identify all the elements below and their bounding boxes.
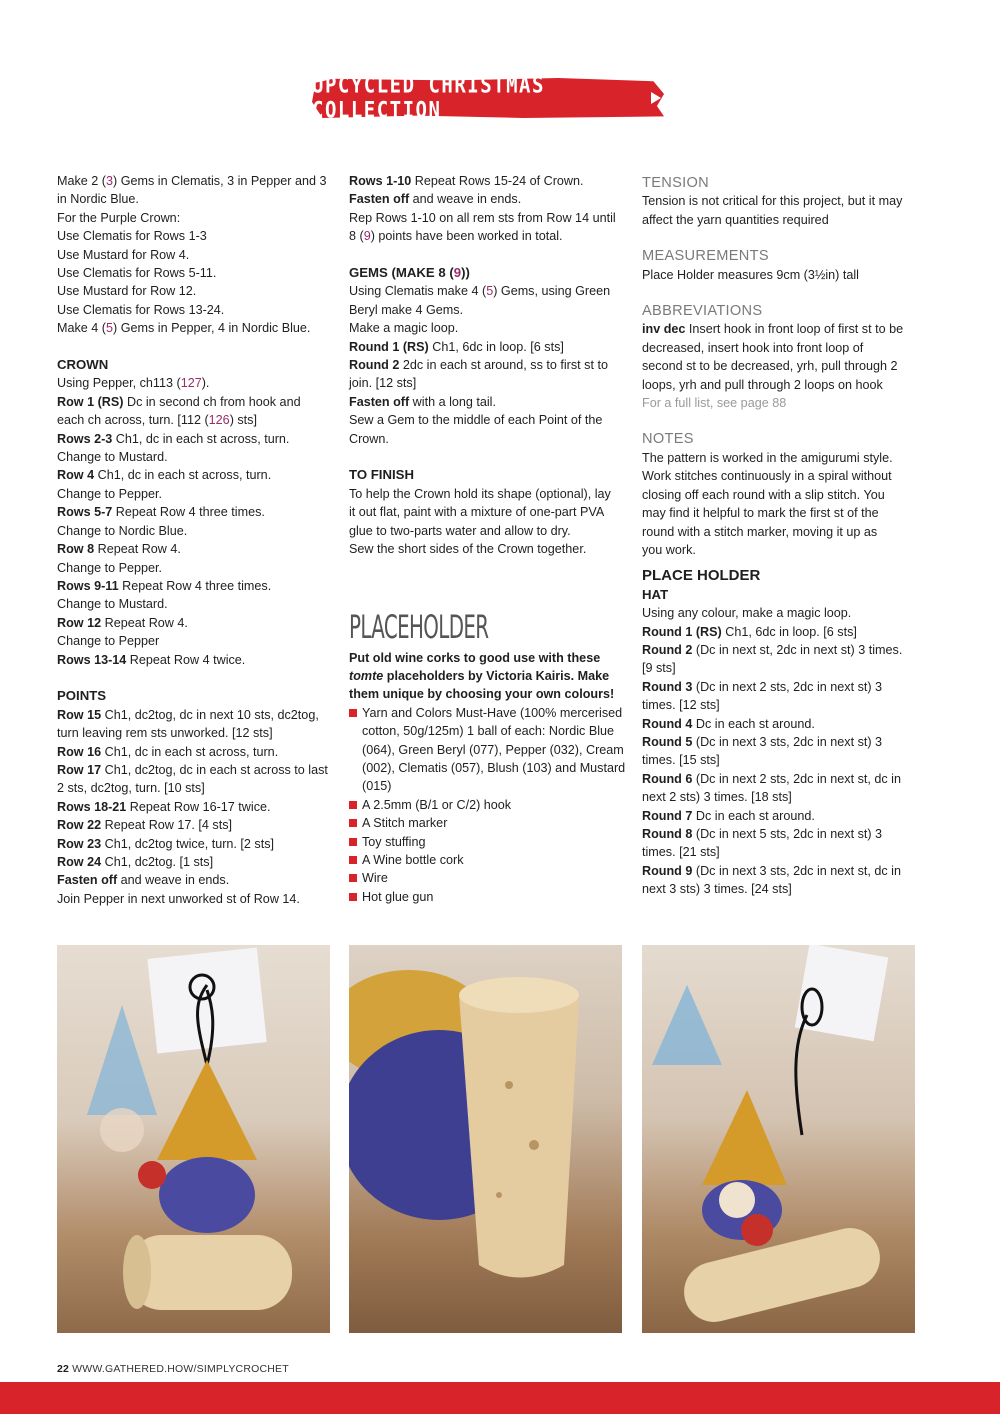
text-line: GEMS (MAKE 8 (9))	[349, 265, 470, 281]
column-crown-instructions	[57, 172, 332, 908]
text-line: Use Mustard for Row 4.	[57, 247, 190, 262]
banner-title: UPCYCLED CHRISTMAS COLLECTION	[312, 72, 545, 124]
bullet-square-icon	[349, 838, 357, 846]
text-line: in Nordic Blue.	[57, 192, 139, 207]
measurements-text: Place Holder measures 9cm (3½in) tall	[642, 267, 859, 282]
materials-item-cont: (064), Green Beryl (077), Pepper (032), Cream	[362, 742, 624, 757]
hat-round-line: Round 7 Dc in each st around.	[642, 808, 815, 823]
footer-url[interactable]: WWW.GATHERED.HOW/SIMPLYCROCHET	[72, 1363, 289, 1375]
materials-item: A 2.5mm (B/1 or C/2) hook	[349, 796, 627, 814]
hat-round-line: Round 9 (Dc in next 3 sts, 2dc in next st, dc in	[642, 863, 901, 878]
text-line: To help the Crown hold its shape (optional), lay	[349, 486, 611, 501]
text-line: join. [12 sts]	[349, 376, 417, 391]
text-line: Row 24 Ch1, dc2tog. [1 sts]	[57, 855, 214, 869]
text-line: Rows 5-7 Repeat Row 4 three times.	[57, 505, 265, 520]
text-line: Row 12 Repeat Row 4.	[57, 615, 188, 630]
bullet-square-icon	[349, 856, 357, 864]
materials-item-cont: (015)	[362, 779, 392, 794]
text-line	[349, 246, 627, 264]
bullet-square-icon	[349, 874, 357, 882]
hat-round-line: Using any colour, make a magic loop.	[642, 606, 852, 621]
hat-round-line: Round 1 (RS) Ch1, 6dc in loop. [6 sts]	[642, 624, 857, 639]
bullet-square-icon	[349, 801, 357, 809]
materials-item: Toy stuffing	[349, 833, 627, 851]
materials-item-cont: cotton, 50g/125m) 1 ball of each: Nordic Blue	[362, 724, 615, 739]
text-line: Change to Pepper	[57, 634, 160, 649]
abbreviations-heading: ABBREVIATIONS	[642, 303, 763, 320]
text-line: Row 22 Repeat Row 17. [4 sts]	[57, 818, 232, 833]
hat-heading: HAT	[642, 586, 669, 602]
hat-round-line: Round 2 (Dc in next st, 2dc in next st) 3 times.	[642, 642, 903, 657]
hat-round-line: times. [12 sts]	[642, 698, 720, 713]
cork-illustration	[349, 945, 622, 1333]
banner-arrow-icon	[651, 92, 661, 104]
column-gems-placeholder: Rows 1-10 Repeat Rows 15-24 of Crown. Fasten off and weave in ends. Rep Rows 1-10 on all rem sts from Row 14 until 8 (9) points have been worked in total. GEMS (MAKE 8 (9)) Using Clematis make 4 (5) Gems, using Green Beryl make 4 Gems. Make a magic loop. Round 1 (RS) Ch1, 6dc in loop. [6 sts] Round 2 2dc in each st around, ss to first st to join. [12 sts] Fasten off with a long tail. Sew a Gem to the middle of each Point of the Crown. TO FINISH To help the Crown hold its shape (optional), lay it out flat, paint with a mixture of one-part PVA glue to two-parts water and allow to dry. Sew the short sides of the Crown together. PLACEHOLDER Put old wine corks to good use with these tomte placeholders by Victoria Kairis. Make them unique by choosing your own colours! Yarn and Colors Must-Have (100% mercerised cotton, 50g/125m) 1 ball of each: Nordic Blue (064), Green Beryl (077), Pepper (032), Cream (002), Clematis (057), Blush (103) and Mustard (015) A 2.5mm (B/1 or C/2) hook A Stitch marker Toy stuffing A Wine bottle cork Wire Hot glue gun	[349, 172, 627, 906]
text-line: Using Pepper, ch113 (127).	[57, 376, 210, 391]
photo-tomte-placeholder-side	[642, 945, 915, 1333]
text-line: Round 1 (RS) Ch1, 6dc in loop. [6 sts]	[349, 339, 564, 354]
text-line: Make a magic loop.	[349, 321, 459, 336]
text-line: Use Clematis for Rows 13-24.	[57, 302, 225, 317]
placeholder-intro: Put old wine corks to good use with these	[349, 650, 601, 665]
text-line: 8 (9) points have been worked in total.	[349, 229, 563, 244]
text-line	[349, 448, 627, 466]
placeholder-title: PLACEHOLDER	[349, 607, 489, 646]
text-line: Rows 2-3 Ch1, dc in each st across, turn.	[57, 431, 290, 446]
text-line: Change to Pepper.	[57, 486, 163, 501]
abbreviations-more-link: For a full list, see page 88	[642, 396, 787, 411]
hat-round-line: Round 8 (Dc in next 5 sts, 2dc in next st) 3	[642, 827, 883, 841]
text-line: Sew a Gem to the middle of each Point of the	[349, 413, 603, 428]
place-holder-heading: PLACE HOLDER	[642, 567, 761, 585]
text-line: each ch across, turn. [112 (126) sts]	[57, 413, 257, 428]
bullet-square-icon	[349, 819, 357, 827]
text-line: Rows 18-21 Repeat Row 16-17 twice.	[57, 799, 271, 814]
text-line: Sew the short sides of the Crown together.	[349, 542, 587, 557]
bullet-square-icon	[349, 893, 357, 901]
materials-item-cont: (002), Clematis (057), Blush (103) and Mustard	[362, 760, 626, 775]
text-line: Make 4 (5) Gems in Pepper, 4 in Nordic Blue.	[57, 321, 311, 336]
hat-round-line: times. [21 sts]	[642, 845, 720, 860]
notes-text: The pattern is worked in the amigurumi style.	[642, 450, 893, 465]
text-line: Change to Pepper.	[57, 560, 163, 575]
text-line	[57, 669, 332, 687]
text-line: Join Pepper in next unworked st of Row 14.	[57, 891, 300, 906]
materials-item: A Wine bottle cork	[349, 851, 627, 869]
measurements-heading: MEASUREMENTS	[642, 248, 769, 265]
hat-round-line: next 2 sts) 3 times. [18 sts]	[642, 790, 792, 805]
text-line: Change to Mustard.	[57, 450, 168, 465]
text-line: turn leaving rem sts unworked. [12 sts]	[57, 726, 273, 741]
column-pattern-notes: TENSION Tension is not critical for this project, but it may affect the yarn quantities required MEASUREMENTS Place Holder measures 9cm (3½in) tall ABBREVIATIONS inv dec Insert hook in front loop of first st to be decreased, insert hook into front loop of second st to be decreased, yrh, pull through 2 loops, yrh and pull through 2 loops on hook For a full list, see page 88 NOTES The pattern is worked in the amigurumi style. Work stitches continuously in a spiral without closing off each round with a slip stitch. You may find it helpful to mark the first st of the round with a stitch marker, moving it up as you work. PLACE HOLDER HAT Using any colour, make a magic loop. Round 1 (RS) Ch1, 6dc in loop. [6 sts] Round 2 (Dc in next st, 2dc in next st) 3 times. [9 sts] Round 3 (Dc in next 2 sts, 2dc in next st) 3 times. [12 sts] Round 4 Dc in each st around. Round 5 (Dc in next 3 sts, 2dc in next st) 3 times. [15 sts] Round 6 (Dc in next 2 sts, 2dc in next st, dc in next 2 sts) 3 times. [18 sts] Round 7 Dc in each st around. Round 8 (Dc in next 5 sts, 2dc in next st) 3 times. [21 sts] Round 9 (Dc in next 3 sts, 2dc in next st, dc in next 3 sts) 3 times. [24 sts]	[642, 172, 917, 899]
materials-item: A Stitch marker	[349, 814, 627, 832]
photo-cork-closeup	[349, 945, 622, 1333]
hat-round-line: Round 4 Dc in each st around.	[642, 716, 815, 731]
hat-round-line: Round 3 (Dc in next 2 sts, 2dc in next st) 3	[642, 679, 883, 694]
text-line: Change to Mustard.	[57, 597, 168, 612]
text-line: Row 16 Ch1, dc in each st across, turn.	[57, 744, 279, 759]
materials-item: Wire	[349, 869, 627, 887]
tension-text: Tension is not critical for this project, but it may	[642, 194, 903, 209]
text-line: Row 8 Repeat Row 4.	[57, 542, 181, 557]
text-line: CROWN	[57, 357, 109, 373]
footer-page-info	[57, 1363, 289, 1375]
text-line: it out flat, paint with a mixture of one-part PVA	[349, 505, 605, 520]
hat-round-line: Round 6 (Dc in next 2 sts, 2dc in next st, dc in	[642, 771, 901, 786]
text-line: Use Clematis for Rows 5-11.	[57, 266, 217, 281]
text-line: Rows 1-10 Repeat Rows 15-24 of Crown.	[349, 174, 584, 188]
tension-heading: TENSION	[642, 175, 709, 191]
text-line: Row 15 Ch1, dc2tog, dc in next 10 sts, dc2tog,	[57, 707, 319, 722]
text-line: Row 17 Ch1, dc2tog, dc in each st across to last	[57, 762, 328, 777]
hat-round-line: times. [15 sts]	[642, 753, 720, 768]
notes-heading: NOTES	[642, 431, 694, 448]
text-line: Row 1 (RS) Dc in second ch from hook and	[57, 394, 301, 409]
text-line: Fasten off and weave in ends.	[349, 192, 522, 207]
text-line: Row 23 Ch1, dc2tog twice, turn. [2 sts]	[57, 836, 274, 851]
text-line: Fasten off and weave in ends.	[57, 873, 230, 888]
hat-round-line: [9 sts]	[642, 661, 676, 676]
text-line: Fasten off with a long tail.	[349, 394, 496, 409]
text-line: TO FINISH	[349, 467, 414, 483]
text-line: Row 4 Ch1, dc in each st across, turn.	[57, 468, 272, 483]
text-line: Make 2 (3) Gems in Clematis, 3 in Pepper and 3	[57, 174, 327, 188]
text-line: For the Purple Crown:	[57, 210, 181, 225]
text-line: Change to Nordic Blue.	[57, 523, 188, 538]
materials-item: Yarn and Colors Must-Have (100% mercerised	[349, 704, 627, 722]
text-line: Crown.	[349, 431, 389, 446]
text-line: Use Clematis for Rows 1-3	[57, 229, 207, 244]
text-line: Round 2 2dc in each st around, ss to first st to	[349, 358, 608, 373]
materials-item: Hot glue gun	[349, 888, 627, 906]
abbreviation-inv-dec: inv dec Insert hook in front loop of first st to be	[642, 322, 904, 337]
text-line: Rows 9-11 Repeat Row 4 three times.	[57, 578, 272, 593]
text-line	[57, 338, 332, 356]
text-line: Rows 13-14 Repeat Row 4 twice.	[57, 652, 246, 667]
materials-list	[349, 704, 627, 906]
footer-bar	[0, 1382, 1000, 1414]
tomte-illustration-side	[642, 945, 915, 1333]
page-number: 22	[57, 1363, 70, 1375]
text-line: Using Clematis make 4 (5) Gems, using Green	[349, 284, 611, 299]
hat-round-line: Round 5 (Dc in next 3 sts, 2dc in next st) 3	[642, 734, 883, 749]
text-line: Rep Rows 1-10 on all rem sts from Row 14 until	[349, 210, 616, 225]
text-line: 2 sts, dc2tog, turn. [10 sts]	[57, 781, 205, 796]
text-line: glue to two-parts water and allow to dry.	[349, 523, 571, 538]
text-line: POINTS	[57, 688, 107, 704]
text-line: Beryl make 4 Gems.	[349, 302, 464, 317]
hat-round-line: next 3 sts) 3 times. [24 sts]	[642, 882, 792, 897]
photo-tomte-placeholder-front	[57, 945, 330, 1333]
bullet-square-icon	[349, 709, 357, 717]
tomte-illustration	[57, 945, 330, 1333]
text-line: Use Mustard for Row 12.	[57, 284, 197, 299]
